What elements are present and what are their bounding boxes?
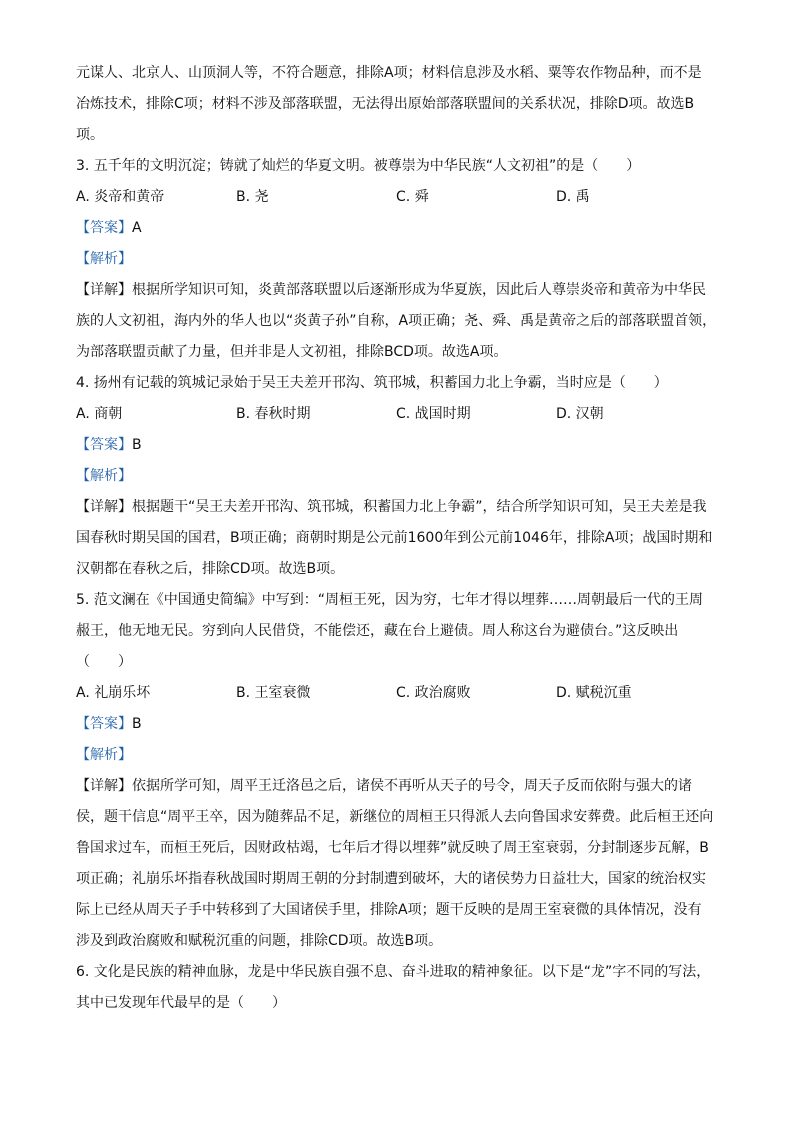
option-b: B. 尧 <box>236 189 269 205</box>
text-line: 冶炼技术，排除C项；材料不涉及部落联盟，无法得出原始部落联盟间的关系状况，排除D项。故选B <box>76 96 695 112</box>
analysis-tag: 【解析】 <box>76 251 132 267</box>
answer-value: B <box>132 716 142 732</box>
question-stem: 4. 扬州有记载的筑城记录始于吴王夫差开邗沟、筑邗城，积蓄国力北上争霸，当时应是（ ） <box>76 375 668 391</box>
detail-line: 汉朝都在春秋之后，排除CD项。故选B项。 <box>76 561 345 577</box>
detail-text: 根据题干“吴王夫差开邗沟、筑邗城，积蓄国力北上争霸”，结合所学知识可知，吴王夫差是我 <box>132 499 707 515</box>
detail-tag: 【详解】 <box>76 282 132 298</box>
option-b: B. 王室衰微 <box>236 685 311 701</box>
detail-tag: 【详解】 <box>76 499 132 515</box>
detail-line: 为部落联盟贡献了力量，但并非是人文初祖，排除BCD项。故选A项。 <box>76 344 508 360</box>
detail-tag: 【详解】 <box>76 778 132 794</box>
question-stem: （ ） <box>76 654 132 670</box>
text-line: 项。 <box>76 127 104 143</box>
detail-text: 依据所学可知，周平王迁洛邑之后，诸侯不再听从天子的号令，周天子反而依附与强大的诸 <box>132 778 692 794</box>
option-a: A. 礼崩乐坏 <box>76 685 151 701</box>
analysis-tag: 【解析】 <box>76 468 132 484</box>
answer-line <box>76 709 716 740</box>
option-d: D. 禹 <box>556 189 590 205</box>
option-d: D. 汉朝 <box>556 406 604 422</box>
previous-analysis-continuation <box>76 58 716 151</box>
detail-line <box>76 492 716 523</box>
option-a: A. 商朝 <box>76 406 123 422</box>
detail-line: 际上已经从周天子手中转移到了大国诸侯手里，排除A项；题干反映的是周王室衰微的具体情况，没有 <box>76 902 702 918</box>
analysis-line <box>76 461 716 492</box>
document-page <box>76 58 716 1019</box>
text-line: 元谋人、北京人、山顶洞人等，不符合题意，排除A项；材料信息涉及水稻、粟等农作物品种，而不是 <box>76 65 702 81</box>
answer-value: A <box>132 220 142 236</box>
question-options <box>76 399 716 430</box>
answer-tag: 【答案】 <box>76 437 132 453</box>
question-4 <box>76 368 716 585</box>
question-3 <box>76 151 716 368</box>
question-stem: 3. 五千年的文明沉淀；铸就了灿烂的华夏文明。被尊崇为中华民族“人文初祖”的是（ ） <box>76 158 641 174</box>
option-c: C. 战国时期 <box>396 406 471 422</box>
question-stem: 其中已发现年代最早的是（ ） <box>76 995 286 1011</box>
detail-text: 根据所学知识可知，炎黄部落联盟以后逐渐形成为华夏族，因此后人尊崇炎帝和黄帝为中华民 <box>132 282 706 298</box>
answer-line <box>76 213 716 244</box>
detail-line: 涉及到政治腐败和赋税沉重的问题，排除CD项。故选B项。 <box>76 933 443 949</box>
option-d: D. 赋税沉重 <box>556 685 632 701</box>
option-b: B. 春秋时期 <box>236 406 311 422</box>
detail-line: 项正确；礼崩乐坏指春秋战国时期周王朝的分封制遭到破坏，大的诸侯势力日益壮大，国家的统治权实 <box>76 871 706 887</box>
analysis-line <box>76 740 716 771</box>
option-a: A. 炎帝和黄帝 <box>76 189 165 205</box>
answer-tag: 【答案】 <box>76 220 132 236</box>
question-options <box>76 678 716 709</box>
answer-value: B <box>132 437 142 453</box>
detail-line: 国春秋时期吴国的国君，B项正确；商朝时期是公元前1600年到公元前1046年，排除A项；战国时期和 <box>76 530 713 546</box>
answer-tag: 【答案】 <box>76 716 132 732</box>
question-stem: 赧王，他无地无民。穷到向人民借贷，不能偿还，藏在台上避债。周人称这台为避债台。”这反映出 <box>76 623 679 639</box>
answer-line <box>76 430 716 461</box>
question-options <box>76 182 716 213</box>
question-6 <box>76 957 716 1019</box>
question-stem: 5. 范文澜在《中国通史简编》中写到：“周桓王死，因为穷，七年才得以埋葬……周朝最后一代的王周 <box>76 592 704 608</box>
detail-line <box>76 771 716 802</box>
analysis-line <box>76 244 716 275</box>
question-stem: 6. 文化是民族的精神血脉，龙是中华民族自强不息、奋斗进取的精神象征。以下是“龙”字不同的写法， <box>76 964 711 980</box>
option-c: C. 政治腐败 <box>396 685 471 701</box>
option-c: C. 舜 <box>396 189 429 205</box>
analysis-tag: 【解析】 <box>76 747 132 763</box>
detail-line <box>76 275 716 306</box>
detail-line: 鲁国求过车，而桓王死后，因财政枯竭，七年后才得以埋葬”就反映了周王室衰弱，分封制逐步瓦解，B <box>76 840 709 856</box>
detail-line: 族的人文初祖，海内外的华人也以“炎黄子孙”自称，A项正确；尧、舜、禹是黄帝之后的部落联盟首领， <box>76 313 717 329</box>
question-5 <box>76 585 716 957</box>
detail-line: 侯，题干信息“周平王卒，因为随葬品不足，新继位的周桓王只得派人去向鲁国求安葬费。此后桓王还向 <box>76 809 714 825</box>
